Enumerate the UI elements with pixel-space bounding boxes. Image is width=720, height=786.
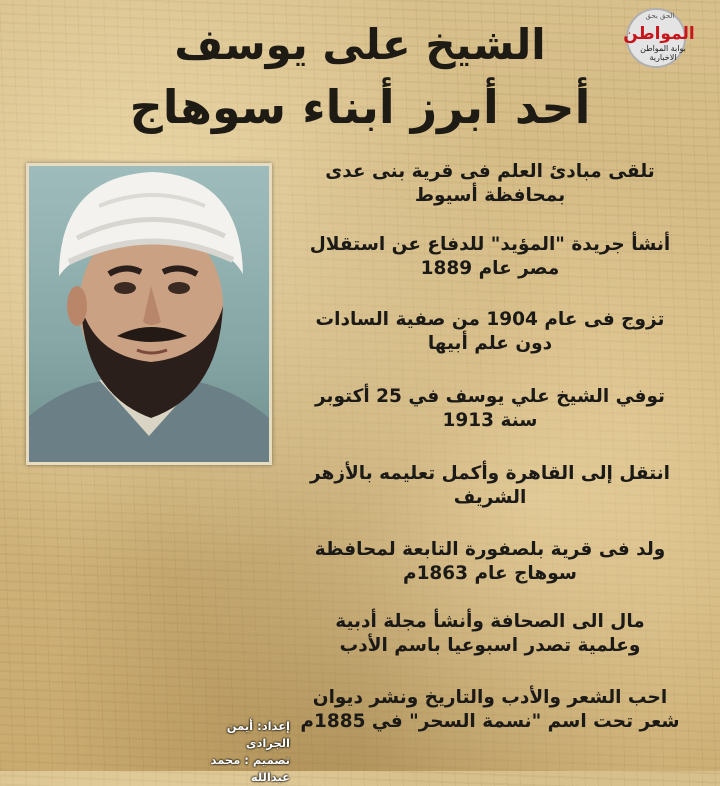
portrait-image [26,163,272,465]
credits [180,718,290,786]
page-subtitle: أحد أبرز أبناء سوهاج [129,80,591,134]
fact-item: انتقل إلى القاهرة وأكمل تعليمه بالأزهر الشريف [310,463,670,508]
logo-brand-name: المواطن [623,24,695,44]
fact-item: أنشأ جريدة "المؤيد" للدفاع عن استقلال مصر عام 1889 [309,234,671,279]
page-title: الشيخ على يوسف [174,20,546,69]
publisher-logo[interactable] [618,8,714,72]
fact-item: ولد فى قرية بلصفورة التابعة لمحافظة سوهاج عام 1863م [314,539,666,584]
sheikh-portrait-illustration [29,166,269,462]
logo-tagline: بوابة المواطن الاخبارية [640,44,686,62]
fact-item: تزوج فى عام 1904 من صفية السادات دون علم أبيها [315,309,665,354]
fact-item: تلقى مبادئ العلم فى قرية بنى عدى بمحافظة أسيوط [325,161,655,206]
logo-slogan: الحق بحق [645,12,675,20]
credit-designed-by: تصميم : محمد عبدالله [210,753,290,784]
credit-prepared-by: إعداد: أيمن الجرادى [226,719,290,750]
fact-item: مال الى الصحافة وأنشأ مجلة أدبية وعلمية تصدر اسبوعيا باسم الأدب [335,611,645,656]
fact-item: احب الشعر والأدب والتاريخ ونشر ديوان شعر تحت اسم "نسمة السحر" في 1885م [300,687,680,732]
fact-item: توفي الشيخ علي يوسف في 25 أكتوبر سنة 1913 [315,386,665,431]
